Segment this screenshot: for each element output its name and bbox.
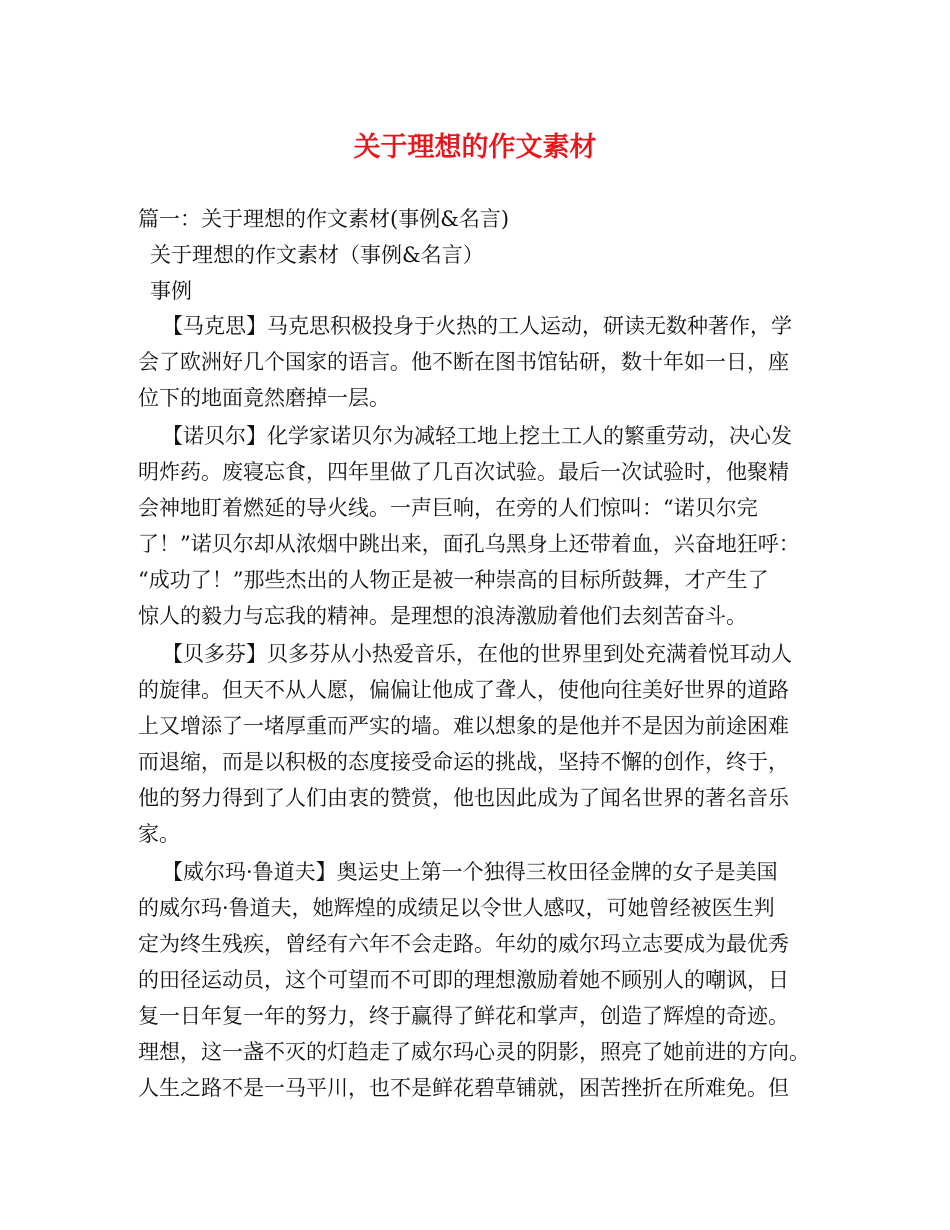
paragraph-line: 【贝多芬】贝多芬从小热爱音乐，在他的世界里到处充满着悦耳动人 [162,642,792,666]
paragraph-line: 了！”诺贝尔却从浓烟中跳出来，面孔乌黑身上还带着血，兴奋地狂呼： [138,532,800,556]
paragraph-line: 【马克思】马克思积极投身于火热的工人运动，研读无数种著作，学 [162,314,792,338]
paragraph-line: 家。 [138,822,180,846]
paragraph-line: 定为终生残疾，曾经有六年不会走路。年幼的威尔玛立志要成为最优秀 [138,932,789,956]
section-heading: 篇一：关于理想的作文素材(事例&名言) [138,207,510,231]
paragraph-line: 位下的地面竟然磨掉一层。 [138,386,390,410]
paragraph-line: 而退缩，而是以积极的态度接受命运的挑战，坚持不懈的创作，终于， [138,750,789,774]
paragraph-line: 上又增添了一堵厚重而严实的墙。难以想象的是他并不是因为前途困难 [138,714,789,738]
subsection-heading: 关于理想的作文素材（事例&名言） [150,243,484,267]
paragraph-line: 会神地盯着燃延的导火线。一声巨响，在旁的人们惊叫：“诺贝尔完 [138,496,758,520]
paragraph-line: 【威尔玛·鲁道夫】奥运史上第一个独得三枚田径金牌的女子是美国 [162,860,778,884]
paragraph-line: 复一日年复一年的努力，终于赢得了鲜花和掌声，创造了辉煌的奇迹。 [138,1004,789,1028]
paragraph-line: 【诺贝尔】化学家诺贝尔为减轻工地上挖土工人的繁重劳动，决心发 [162,424,792,448]
paragraph-line: 他的努力得到了人们由衷的赞赏，他也因此成为了闻名世界的著名音乐 [138,786,789,810]
paragraph-line: 的田径运动员，这个可望而不可即的理想激励着她不顾别人的嘲讽，日 [138,968,789,992]
paragraph-line: 的威尔玛·鲁道夫，她辉煌的成绩足以令世人感叹，可她曾经被医生判 [138,896,775,920]
paragraph-line: 的旋律。但天不从人愿，偏偏让他成了聋人，使他向往美好世界的道路 [138,678,789,702]
document-title: 关于理想的作文素材 [353,132,597,163]
paragraph-line: 会了欧洲好几个国家的语言。他不断在图书馆钻研，数十年如一日，座 [138,350,789,374]
paragraph-line: 惊人的毅力与忘我的精神。是理想的浪涛激励着他们去刻苦奋斗。 [138,604,747,628]
paragraph-line: “成功了！”那些杰出的人物正是被一种崇高的目标所鼓舞，才产生了 [138,568,769,592]
paragraph-line: 理想，这一盏不灭的灯趋走了威尔玛心灵的阴影，照亮了她前进的方向。 [138,1040,810,1064]
paragraph-line: 明炸药。废寝忘食，四年里做了几百次试验。最后一次试验时，他聚精 [138,460,789,484]
paragraph-line: 人生之路不是一马平川，也不是鲜花碧草铺就，困苦挫折在所难免。但 [138,1076,789,1100]
examples-heading: 事例 [150,279,192,303]
